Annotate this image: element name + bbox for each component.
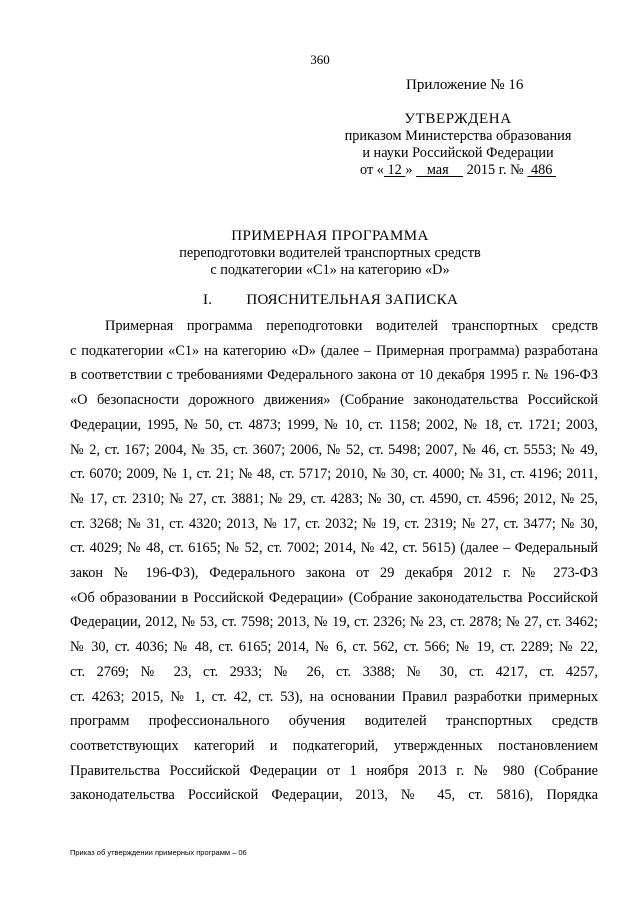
- program-title-block: [130, 228, 530, 279]
- footer-note: Приказ об утверждении примерных программ – 06: [70, 848, 247, 857]
- body-line: ст. 4029; № 48, ст. 6165; № 52, ст. 7002; 2014, № 42, ст. 5615) (далее – Федеральный: [70, 540, 598, 557]
- body-line: Федерации, 2012, № 53, ст. 7598; 2013, № 19, ст. 2326; № 23, ст. 2878; № 27, ст. 3462;: [70, 614, 598, 631]
- approval-day: 12: [383, 162, 406, 178]
- section-number: I.: [203, 292, 213, 308]
- date-year: 2015 г. №: [463, 162, 528, 178]
- date-separator: »: [405, 162, 417, 178]
- body-line: № 30, ст. 4036; № 48, ст. 6165; 2014, № 6, ст. 562, ст. 566; № 19, ст. 2289; № 22,: [70, 639, 598, 656]
- approval-title: УТВЕРЖДЕНА: [404, 111, 512, 127]
- body-line: Правительства Российской Федерации от 1 ноября 2013 г. № 980 (Собрание: [70, 762, 598, 779]
- page-number: 360: [310, 52, 330, 67]
- body-line: закон № 196-ФЗ), Федерального закона от 29 декабря 2012 г. № 273-ФЗ: [70, 565, 598, 581]
- approval-line-2: и науки Российской Федерации: [362, 145, 554, 161]
- body-line: ст. 3268; № 31, ст. 4320; 2013, № 17, ст. 2032; № 19, ст. 2319; № 27, ст. 3477; № 30,: [70, 515, 598, 532]
- body-line: программ профессионального обучения водителей транспортных средств: [70, 713, 598, 730]
- program-title: ПРИМЕРНАЯ ПРОГРАММА: [231, 228, 429, 244]
- body-line: «Об образовании в Российской Федерации» (Собрание законодательства Российской: [70, 589, 598, 606]
- program-subtitle-1: переподготовки водителей транспортных средств: [179, 245, 481, 261]
- body-line: № 2, ст. 167; 2004, № 35, ст. 3607; 2006, № 52, ст. 5498; 2007, № 46, ст. 5553; № 49,: [70, 441, 598, 458]
- body-line: ст. 2769; № 23, ст. 2933; № 26, ст. 3388; № 30, ст. 4217, ст. 4257,: [70, 663, 598, 680]
- section-title: ПОЯСНИТЕЛЬНАЯ ЗАПИСКА: [246, 292, 459, 308]
- program-subtitle-2: с подкатегории «C1» на категорию «D»: [210, 262, 450, 278]
- body-line: соответствующих категорий и подкатегорий, утвержденных постановлением: [70, 737, 598, 754]
- approval-month: мая: [416, 162, 464, 178]
- approval-block: [300, 111, 616, 179]
- appendix-label: Приложение № 16: [406, 77, 524, 93]
- date-prefix: от «: [360, 162, 384, 178]
- approval-line-1: приказом Министерства образования: [344, 128, 572, 144]
- body-line: «О безопасности дорожного движения» (Собрание законодательства Российской: [70, 392, 598, 409]
- approval-date-line: [300, 162, 616, 179]
- approval-order-number: 486: [527, 162, 556, 178]
- body-line: Примерная программа переподготовки водителей транспортных средств: [105, 318, 598, 334]
- body-line: в соответствии с требованиями Федерального закона от 10 декабря 1995 г. № 196-ФЗ: [70, 367, 598, 384]
- body-line: № 17, ст. 2310; № 27, ст. 3881; № 29, ст. 4283; № 30, ст. 4590, ст. 4596; 2012, № 25,: [70, 490, 598, 507]
- body-line: законодательства Российской Федерации, 2013, № 45, ст. 5816), Порядка: [70, 787, 598, 804]
- body-line: Федерации, 1995, № 50, ст. 4873; 1999, № 10, ст. 1158; 2002, № 18, ст. 1721; 2003,: [70, 416, 598, 433]
- body-line: ст. 6070; 2009, № 1, ст. 21; № 48, ст. 5717; 2010, № 30, ст. 4000; № 31, ст. 4196; 2011,: [70, 466, 598, 483]
- section-heading: [203, 292, 458, 309]
- body-line: с подкатегории «C1» на категорию «D» (далее – Примерная программа) разработана: [70, 342, 598, 359]
- body-line: ст. 4263; 2015, № 1, ст. 42, ст. 53), на основании Правил разработки примерных: [70, 688, 598, 705]
